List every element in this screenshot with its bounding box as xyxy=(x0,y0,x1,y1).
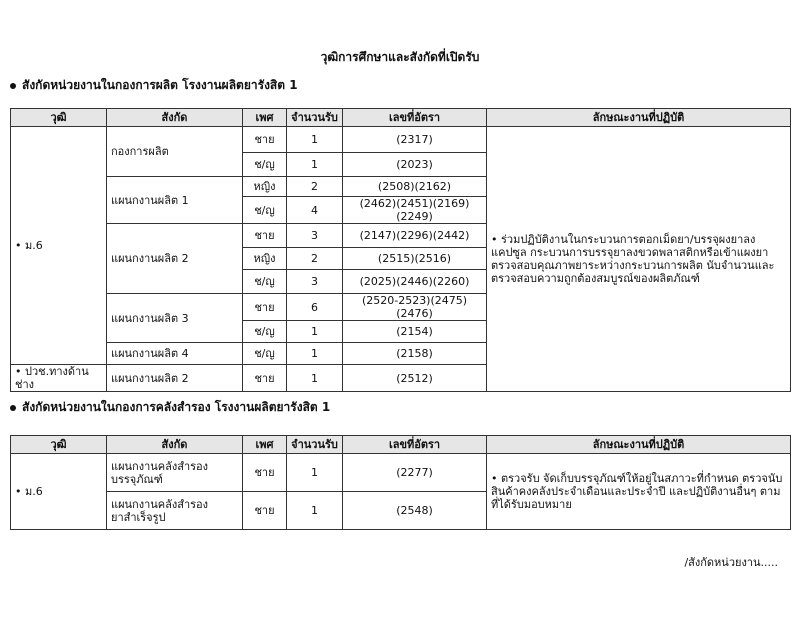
position-no-cell: (2147)(2296)(2442) xyxy=(343,224,487,248)
gender-cell: ชาย xyxy=(243,492,287,530)
header-department: สังกัด xyxy=(107,436,243,454)
qualification-cell: • ปวช.ทางด้านช่าง xyxy=(11,365,107,392)
position-no-cell: (2277) xyxy=(343,454,487,492)
position-no-cell: (2512) xyxy=(343,365,487,392)
section-1-heading xyxy=(10,76,298,95)
page-title: วุฒิการศึกษาและสังกัดที่เปิดรับ xyxy=(320,50,480,64)
count-cell: 1 xyxy=(287,321,343,343)
section-2-heading xyxy=(10,398,330,417)
header-duties: ลักษณะงานที่ปฏิบัติ xyxy=(487,436,791,454)
department-line: แผนกงานคลังสำรอง xyxy=(111,459,209,473)
position-no-cell: (2158) xyxy=(343,343,487,365)
table-header-row xyxy=(11,109,791,127)
gender-cell: หญิง xyxy=(243,248,287,270)
header-position-no: เลขที่อัตรา xyxy=(343,109,487,127)
header-gender: เพศ xyxy=(243,109,287,127)
count-cell: 1 xyxy=(287,454,343,492)
header-gender: เพศ xyxy=(243,436,287,454)
continuation-note: /สังกัดหน่วยงาน..... xyxy=(684,556,778,569)
gender-cell: ชาย xyxy=(243,127,287,153)
count-cell: 1 xyxy=(287,153,343,177)
header-department: สังกัด xyxy=(107,109,243,127)
position-no-cell: (2462)(2451)(2169)(2249) xyxy=(343,197,487,224)
department-cell: กองการผลิต xyxy=(107,127,243,177)
position-no-cell: (2548) xyxy=(343,492,487,530)
gender-cell: หญิง xyxy=(243,177,287,197)
section-2-heading-text: สังกัดหน่วยงานในกองการคลังสำรอง โรงงานผลิตยารังสิต 1 xyxy=(22,400,331,414)
position-no-cell: (2515)(2516) xyxy=(343,248,487,270)
gender-cell: ชาย xyxy=(243,294,287,321)
count-cell: 1 xyxy=(287,343,343,365)
gender-cell: ชาย xyxy=(243,224,287,248)
bullet-icon xyxy=(10,405,16,411)
position-no-cell: (2508)(2162) xyxy=(343,177,487,197)
header-position-no: เลขที่อัตรา xyxy=(343,436,487,454)
bullet-icon xyxy=(10,83,16,89)
gender-cell: ช/ญ xyxy=(243,270,287,294)
table-row xyxy=(11,454,791,492)
position-no-cell: (2154) xyxy=(343,321,487,343)
count-cell: 1 xyxy=(287,127,343,153)
count-cell: 1 xyxy=(287,492,343,530)
duties-cell: • ตรวจรับ จัดเก็บบรรจุภัณฑ์ให้อยู่ในสภาวะที่กำหนด ตรวจนับสินค้าคงคลังประจำเดือนและประจำปี และปฏิบัติงานอื่นๆ ตามที่ได้รับมอบหมาย xyxy=(487,454,791,530)
count-cell: 6 xyxy=(287,294,343,321)
table-row xyxy=(11,127,791,153)
header-duties: ลักษณะงานที่ปฏิบัติ xyxy=(487,109,791,127)
count-cell: 3 xyxy=(287,270,343,294)
qualification-cell: • ม.6 xyxy=(11,454,107,530)
gender-cell: ชาย xyxy=(243,454,287,492)
header-count: จำนวนรับ xyxy=(287,436,343,454)
header-qualification: วุฒิ xyxy=(11,436,107,454)
header-count: จำนวนรับ xyxy=(287,109,343,127)
section-1-heading-text: สังกัดหน่วยงานในกองการผลิต โรงงานผลิตยารังสิต 1 xyxy=(22,78,298,92)
department-cell: แผนกงานผลิต 2 xyxy=(107,365,243,392)
gender-cell: ช/ญ xyxy=(243,197,287,224)
duties-cell: • ร่วมปฏิบัติงานในกระบวนการตอกเม็ดยา/บรรจุผงยาลงแคปซูล กระบวนการบรรจุยาลงขวดพลาสติกหรือเข้าแผงยา ตรวจสอบคุณภาพยาระหว่างกระบวนการผลิต นับจำนวนและตรวจสอบความถูกต้องสมบูรณ์ของผลิตภัณฑ์ xyxy=(487,127,791,392)
position-no-cell: (2520-2523)(2475)(2476) xyxy=(343,294,487,321)
department-line: ยาสำเร็จรูป xyxy=(111,510,166,524)
gender-cell: ช/ญ xyxy=(243,153,287,177)
count-cell: 3 xyxy=(287,224,343,248)
department-cell xyxy=(107,492,243,530)
header-qualification: วุฒิ xyxy=(11,109,107,127)
count-cell: 2 xyxy=(287,177,343,197)
department-line: แผนกงานคลังสำรอง xyxy=(111,497,209,511)
department-cell: แผนกงานผลิต 2 xyxy=(107,224,243,294)
gender-cell: ชาย xyxy=(243,365,287,392)
count-cell: 2 xyxy=(287,248,343,270)
department-cell: แผนกงานผลิต 1 xyxy=(107,177,243,224)
gender-cell: ช/ญ xyxy=(243,343,287,365)
gender-cell: ช/ญ xyxy=(243,321,287,343)
table-header-row xyxy=(11,436,791,454)
department-cell: แผนกงานผลิต 4 xyxy=(107,343,243,365)
section-2-table xyxy=(10,435,791,530)
department-cell: แผนกงานผลิต 3 xyxy=(107,294,243,343)
position-no-cell: (2025)(2446)(2260) xyxy=(343,270,487,294)
count-cell: 1 xyxy=(287,365,343,392)
position-no-cell: (2317) xyxy=(343,127,487,153)
qualification-cell: • ม.6 xyxy=(11,127,107,365)
count-cell: 4 xyxy=(287,197,343,224)
department-cell xyxy=(107,454,243,492)
position-no-cell: (2023) xyxy=(343,153,487,177)
department-line: บรรจุภัณฑ์ xyxy=(111,472,163,486)
section-1-table xyxy=(10,108,791,392)
